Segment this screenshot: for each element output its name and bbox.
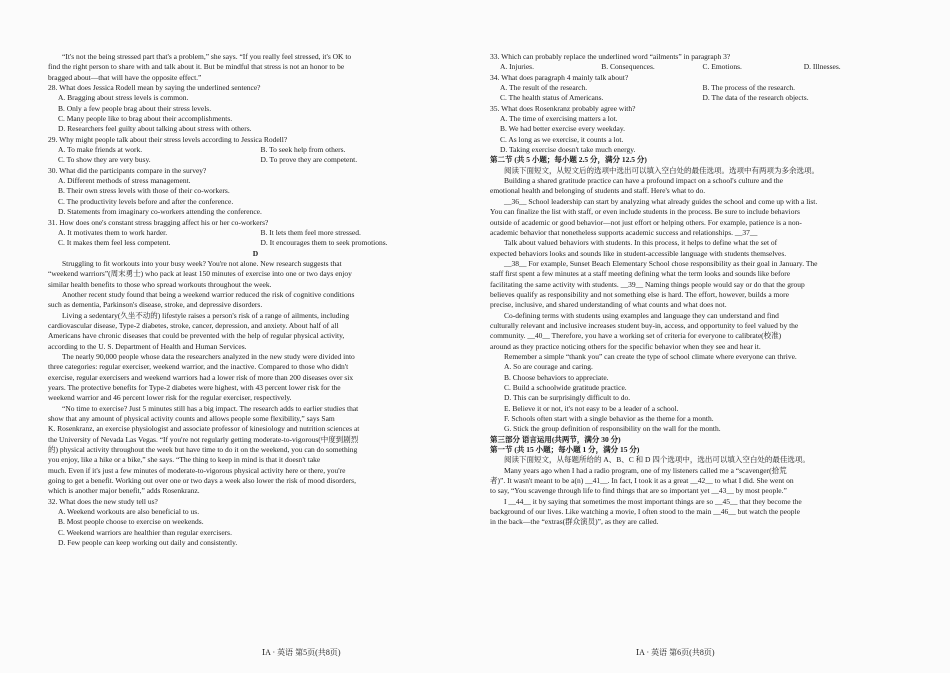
option: E. Believe it or not, it's not easy to be a leader of a school. [504,403,679,413]
text-line: Many years ago when I had a radio program, one of my listeners called me a “scavenger(拾荒 [504,465,787,475]
option: B. The process of the research. [702,83,796,93]
option: C. To show they are very busy. [58,155,151,165]
option: B. Most people choose to exercise on weekends. [58,517,204,527]
option: B. Their own stress levels with those of their co-workers. [58,186,230,196]
section-2-heading: 第二节 (共 5 小题；每小题 2.5 分，满分 12.5 分) [490,155,647,165]
part-3-instruction: 阅读下面短文，从每题所给的 A、B、C 和 D 四个选项中，选出可以填入空白处的最佳选项。 [504,455,810,465]
option: D. The data of the research objects. [702,93,809,103]
question-29 [48,135,463,166]
text-line: __36__ School leadership can start by analyzing what already guides the school and come up with a list. [504,196,818,206]
option: A. Weekend workouts are also beneficial to us. [58,507,200,517]
text-line: outside of academic or good behavior—not just effort or helping others. For example, patience is a non- [490,217,802,227]
question-stem: 32. What does the new study tell us? [48,496,158,506]
question-35 [490,104,905,156]
text-line: cardiovascular disease, Type-2 diabetes, stroke, cancer, depression, and anxiety. About half of all [48,320,339,330]
text-line: years. The protective benefits for Type-2 diabetes were highest, with 43 percent lower risk for the [48,383,341,392]
option: C. Weekend warriors are healthier than regular exercisers. [58,527,232,537]
passage-seven-choose-five [490,176,905,362]
question-33 [490,52,905,73]
question-30 [48,166,463,218]
question-stem: 28. What does Jessica Rodell mean by saying the underlined sentence? [48,83,261,93]
option: A. Different methods of stress management. [58,176,191,186]
text-line: “No time to exercise? Just 5 minutes still has a big impact. The research adds to earlier studies that [62,403,359,413]
option: A. It motivates them to work harder. [58,227,168,237]
section-2-instruction: 阅读下面短文，从短文后的选项中选出可以填入空白处的最佳选项。选项中有两项为多余选项。 [504,165,819,175]
option: G. Stick the group definition of responsibility on the wall for the month. [504,424,721,434]
text-line: bragged about—that will have the opposite effect.” [48,72,202,82]
text-line: Another recent study found that being a weekend warrior reduced the risk of cognitive conditions [62,289,355,299]
text-line: expected behaviors looks and sounds like in student-accessible language with students themselves. [490,248,787,258]
option: B. Choose behaviors to appreciate. [504,372,609,382]
text-line: You can finalize the list with staff, or even include students in the process. Be sure to include behaviors [490,207,800,217]
option: C. Build a schoolwide gratitude practice. [504,383,627,392]
text-line: much. Even if it's just a few minutes of moderate-to-vigorous physical activity here or there, you're [48,465,346,475]
option: C. Many people like to brag about their accomplishments. [58,114,233,124]
text-line: Struggling to fit workouts into your busy week? You're not alone. New research suggests that [62,258,342,268]
text-line: I __44__ it by saying that sometimes the most important things are so __45__ that they become the [504,496,802,506]
text-line: exercise, regular exercisers and weekend warriors had a lower risk of more than 200 diseases over six [48,372,354,382]
option: A. Bragging about stress levels is common. [58,93,189,103]
text-line: find the right person to share with and talk about it. But be mindful that stress is not an honor to be [48,62,345,72]
text-line: Americans have chronic diseases that could be prevented with the help of regular physical activity, [48,331,345,341]
option-row [48,155,463,165]
text-line: three categories: regular exerciser, weekend warrior, and the inactive. Compared to those who didn't [48,362,349,372]
text-line: K. Rosenkranz, an exercise physiologist and associate professor of kinesiology and nutrition sciences at [48,424,360,434]
option: B. Consequences. [601,62,655,72]
text-line: weekend warrior and 46 percent lower risk for the regular exerciser, respectively. [48,393,292,403]
option: C. As long as we exercise, it counts a lot. [500,134,624,144]
text-line: “weekend warriors”(周末勇士) who pack at least 150 minutes of exercise into one or two days enjoy [48,269,352,279]
part-3-section-1-heading: 第一节 (共 15 小题；每小题 1 分，满分 15 分) [490,445,640,455]
option-row [48,228,463,238]
text-line: you enjoy, like a hike or a bike,” she says. “The thing to keep in mind is that it doesn't take [48,455,321,465]
text-line: culturally relevant and inclusive increases student buy-in, access, and opportunity to feel valued by the [490,320,799,330]
text-line: 者)”. It wasn't meant to be a(n) __41__. In fact, I took it as a great __42__ to what I did. She went on [490,476,794,486]
option: C. The productivity levels before and after the conference. [58,196,234,206]
text-line: going to get a benefit. Working out over one or two days a week also lower the risk of mood disorders, [48,476,356,486]
question-stem: 30. What did the participants compare in the survey? [48,165,207,175]
question-stem: 29. Why might people talk about their stress levels according to Jessica Rodell? [48,134,288,144]
right-column [490,52,905,528]
seven-choose-five-options [490,362,905,434]
option: A. To make friends at work. [58,145,143,155]
text-line: precise, inclusive, and shared understanding of what counts and what does not. [490,300,727,310]
option: B. We had better exercise every weekday. [500,124,625,134]
text-line: Living a sedentary(久坐不动的) lifestyle raises a person's risk of a range of ailments, including [62,310,350,320]
option: A. So are courage and caring. [504,362,593,372]
question-32 [48,497,463,549]
text-line: emotional health and belonging of students and staff. Here's what to do. [490,186,706,196]
part-3-heading: 第三部分 语言运用(共两节，满分 30 分) [490,434,621,444]
page-footer-left: ⅠA · 英语 第5页(共8页) [262,648,341,657]
option: D. It encourages them to seek promotions. [260,238,388,248]
cloze-passage [490,466,905,528]
option: D. Taking exercise doesn't take much energy. [500,145,636,155]
option: D. Statements from imaginary co-workers attending the conference. [58,207,262,217]
page-footer-right: ⅠA · 英语 第6页(共8页) [636,648,715,657]
question-stem: 34. What does paragraph 4 mainly talk about? [490,72,629,82]
question-stem: 31. How does one's constant stress bragging affect his or her co-workers? [48,217,269,227]
text-line: according to the U. S. Department of Health and Human Services. [48,341,247,351]
question-stem: 35. What does Rosenkranz probably agree with? [490,103,636,113]
text-line: around as they practice noticing others for the specific behavior when they see and hear it. [490,341,761,351]
option: D. Few people can keep working out daily and consistently. [58,538,238,548]
option: F. Schools often start with a single behavior as the theme for a month. [504,414,714,424]
option: D. To prove they are competent. [260,155,358,165]
text-line: Remember a simple “thank you” can create the type of school climate where everyone can thrive. [504,351,797,361]
text-line: The nearly 90,000 people whose data the researchers analyzed in the new study were divided into [62,351,355,361]
option-row [48,238,463,248]
question-34 [490,73,905,104]
text-line: Building a shared gratitude practice can have a profound impact on a school's culture and the [504,176,783,186]
option-row [490,93,905,103]
left-column [48,52,463,549]
option: C. The health status of Americans. [500,93,604,103]
text-line: staff first spent a few minutes at a staff meeting defining what the term looks and sounds like before [490,269,791,279]
text-line: community. __40__ Therefore, you have a working set of criteria for everyone to calibrate(校准) [490,331,782,341]
text-line: believes qualify as responsibility and not something else is hard. The effort, however, builds a more [490,289,789,299]
option: B. Only a few people brag about their stress levels. [58,103,212,113]
option: B. To seek help from others. [260,145,346,155]
option: A. The result of the research. [500,83,588,93]
question-28 [48,83,463,135]
question-stem: 33. Which can probably replace the underlined word “ailments” in paragraph 3? [490,52,731,61]
text-line: Co-defining terms with students using examples and language they can understand and find [504,310,779,320]
option: A. Injuries. [500,62,534,72]
option-row [48,145,463,155]
option-row [490,83,905,93]
passage-d [48,259,463,497]
option: C. It makes them feel less competent. [58,238,171,248]
section-d-label: D [252,248,259,258]
option: D. Researchers feel guilty about talking about stress with others. [58,124,252,134]
text-line: academic behavior that nonetheless supports academic success and relationships. __37__ [490,227,758,237]
text-line: such as dementia, Parkinson's disease, stroke, and depressive disorders. [48,300,263,310]
text-line: similar health benefits to those who spread workouts throughout the week. [48,279,272,289]
text-line: Talk about valued behaviors with students. In this process, it helps to define what the set of [504,238,778,248]
text-line: “It's not the being stressed part that's a problem,” she says. “If you really feel stressed, it's OK to [62,52,352,61]
option: C. Emotions. [702,62,742,72]
option: A. The time of exercising matters a lot. [500,114,618,124]
option: D. Illnesses. [803,62,841,72]
passage-c-tail [48,52,463,83]
option: B. It lets them feel more stressed. [260,227,361,237]
text-line: the University of Nevada Las Vegas. “If you're not regularly getting moderate-to-vigorous(中度到剧烈 [48,434,359,444]
text-line: show that any amount of physical activity counts and allows people some flexibility,” says Sam [48,414,335,424]
text-line: which is another major benefit,” adds Rosenkranz. [48,486,200,496]
text-line: facilitating the same activity with students. __39__ Naming things people would say or do that the group [490,279,805,289]
option-row [490,62,905,72]
text-line: 的) physical activity throughout the week but have time to do it on the weekend, you can do something [48,445,358,455]
question-31 [48,218,463,249]
option: D. This can be surprisingly difficult to do. [504,393,631,403]
text-line: in the back—the “extras(群众演员)”, as they are called. [490,517,659,527]
text-line: background of our lives. Like watching a movie, I often stood to the main __46__ but watch the people [490,507,800,517]
text-line: __38__ For example, Sunset Beach Elementary School chose responsibility as their goal in January. The [504,258,818,268]
text-line: to say, “You scavenge through life to find things that are so important yet __43__ by most people.” [490,486,787,496]
